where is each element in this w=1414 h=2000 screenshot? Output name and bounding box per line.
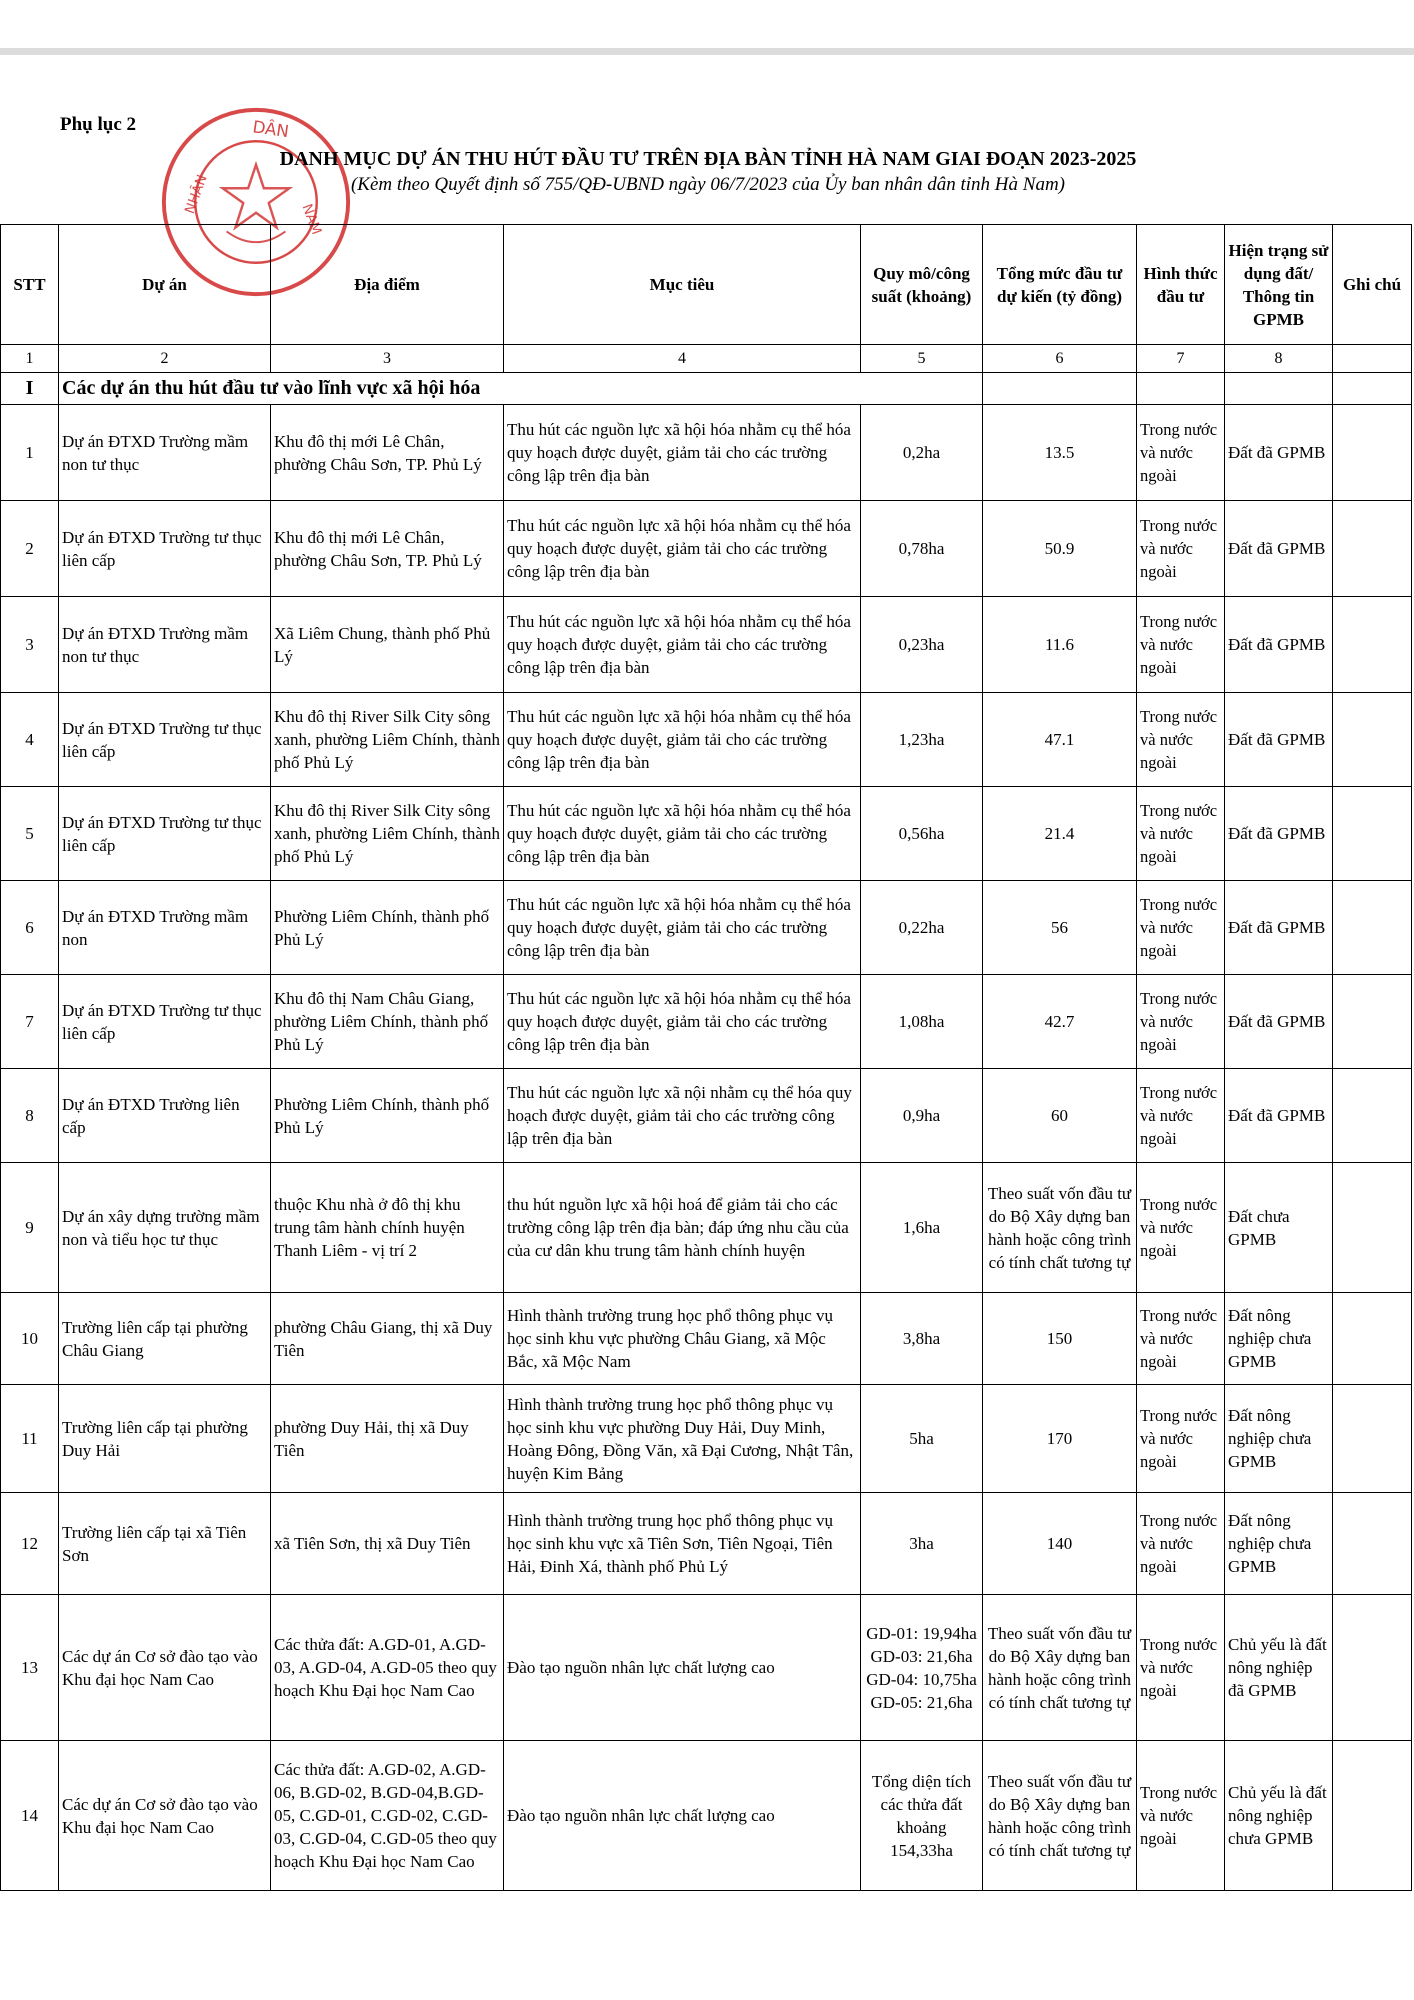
row-stt: 4	[1, 693, 59, 787]
row-muc-tieu: Thu hút các nguồn lực xã hội hóa nhằm cụ thể hóa quy hoạch được duyệt, giảm tải cho các trường công lập trên địa bàn	[504, 597, 861, 693]
column-number: 7	[1137, 345, 1225, 373]
row-du-an: Dự án ĐTXD Trường tư thục liên cấp	[59, 975, 271, 1069]
row-ghi-chu	[1333, 1163, 1412, 1293]
row-muc-tieu: Hình thành trường trung học phổ thông phục vụ học sinh khu vực phường Châu Giang, xã Mộc Bắc, xã Mộc Nam	[504, 1293, 861, 1385]
row-du-an: Dự án xây dựng trường mầm non và tiểu học tư thục	[59, 1163, 271, 1293]
svg-text:NAM: NAM	[298, 201, 325, 237]
empty-cell	[1225, 373, 1333, 405]
row-du-an: Dự án ĐTXD Trường mầm non	[59, 881, 271, 975]
row-tong-muc: 60	[983, 1069, 1137, 1163]
row-tong-muc: 140	[983, 1493, 1137, 1595]
top-divider-bar	[0, 48, 1414, 55]
row-dia-diem: Phường Liêm Chính, thành phố Phủ Lý	[271, 881, 504, 975]
table-row	[1, 1595, 1412, 1741]
table-row	[1, 597, 1412, 693]
row-tong-muc: 56	[983, 881, 1137, 975]
row-ghi-chu	[1333, 405, 1412, 501]
row-hinh-thuc: Trong nước và nước ngoài	[1137, 501, 1225, 597]
table-row	[1, 501, 1412, 597]
row-muc-tieu: Hình thành trường trung học phổ thông phục vụ học sinh khu vực xã Tiên Sơn, Tiên Ngoại, Tiên Hải, Đinh Xá, thành phố Phủ Lý	[504, 1493, 861, 1595]
row-ghi-chu	[1333, 1741, 1412, 1891]
row-quy-mo: 0,22ha	[861, 881, 983, 975]
row-du-an: Trường liên cấp tại phường Châu Giang	[59, 1293, 271, 1385]
column-number	[1333, 345, 1412, 373]
column-number-row	[1, 345, 1412, 373]
table-header-row	[1, 225, 1412, 345]
row-muc-tieu: Đào tạo nguồn nhân lực chất lượng cao	[504, 1741, 861, 1891]
row-dia-diem: xã Tiên Sơn, thị xã Duy Tiên	[271, 1493, 504, 1595]
empty-cell	[983, 373, 1137, 405]
section-stt: I	[1, 373, 59, 405]
header-du-an: Dự án	[59, 225, 271, 345]
row-hien-trang: Đất đã GPMB	[1225, 1069, 1333, 1163]
row-hinh-thuc: Trong nước và nước ngoài	[1137, 1595, 1225, 1741]
row-quy-mo: 3,8ha	[861, 1293, 983, 1385]
row-tong-muc: 170	[983, 1385, 1137, 1493]
column-number: 2	[59, 345, 271, 373]
row-dia-diem: Khu đô thị Nam Châu Giang, phường Liêm Chính, thành phố Phủ Lý	[271, 975, 504, 1069]
row-ghi-chu	[1333, 787, 1412, 881]
row-stt: 10	[1, 1293, 59, 1385]
svg-text:DÂN: DÂN	[251, 117, 291, 142]
row-dia-diem: Các thửa đất: A.GD-01, A.GD-03, A.GD-04, A.GD-05 theo quy hoạch Khu Đại học Nam Cao	[271, 1595, 504, 1741]
row-tong-muc: Theo suất vốn đầu tư do Bộ Xây dựng ban hành hoặc công trình có tính chất tương tự	[983, 1741, 1137, 1891]
row-hinh-thuc: Trong nước và nước ngoài	[1137, 975, 1225, 1069]
table-row	[1, 881, 1412, 975]
row-hien-trang: Đất đã GPMB	[1225, 693, 1333, 787]
row-hien-trang: Đất đã GPMB	[1225, 787, 1333, 881]
column-number: 1	[1, 345, 59, 373]
row-stt: 8	[1, 1069, 59, 1163]
header-hien-trang: Hiện trạng sử dụng đất/ Thông tin GPMB	[1225, 225, 1333, 345]
row-du-an: Dự án ĐTXD Trường tư thục liên cấp	[59, 693, 271, 787]
appendix-label: Phụ lục 2	[60, 114, 137, 135]
row-muc-tieu: Thu hút các nguồn lực xã hội hóa nhằm cụ thể hóa quy hoạch được duyệt, giảm tải cho các trường công lập trên địa bàn	[504, 405, 861, 501]
row-ghi-chu	[1333, 1293, 1412, 1385]
row-du-an: Các dự án Cơ sở đào tạo vào Khu đại học Nam Cao	[59, 1595, 271, 1741]
svg-text:NHÂN: NHÂN	[181, 172, 211, 216]
column-number: 4	[504, 345, 861, 373]
row-stt: 1	[1, 405, 59, 501]
row-quy-mo: 0,9ha	[861, 1069, 983, 1163]
row-quy-mo: 1,6ha	[861, 1163, 983, 1293]
header-hinh-thuc: Hình thức đầu tư	[1137, 225, 1225, 345]
row-du-an: Các dự án Cơ sở đào tạo vào Khu đại học Nam Cao	[59, 1741, 271, 1891]
row-ghi-chu	[1333, 693, 1412, 787]
row-quy-mo: 0,23ha	[861, 597, 983, 693]
row-hinh-thuc: Trong nước và nước ngoài	[1137, 693, 1225, 787]
row-hien-trang: Đất nông nghiệp chưa GPMB	[1225, 1293, 1333, 1385]
row-tong-muc: Theo suất vốn đầu tư do Bộ Xây dựng ban hành hoặc công trình có tính chất tương tự	[983, 1163, 1137, 1293]
row-quy-mo: 1,08ha	[861, 975, 983, 1069]
row-ghi-chu	[1333, 597, 1412, 693]
row-stt: 13	[1, 1595, 59, 1741]
row-du-an: Dự án ĐTXD Trường mầm non tư thục	[59, 597, 271, 693]
table-row	[1, 1741, 1412, 1891]
row-quy-mo: 3ha	[861, 1493, 983, 1595]
table-row	[1, 1069, 1412, 1163]
section-title: Các dự án thu hút đầu tư vào lĩnh vực xã hội hóa	[59, 373, 983, 405]
row-du-an: Dự án ĐTXD Trường tư thục liên cấp	[59, 501, 271, 597]
row-muc-tieu: thu hút nguồn lực xã hội hoá để giảm tải cho các trường công lập trên địa bàn; đáp ứng nhu cầu của của cư dân khu trung tâm hành chính huyện	[504, 1163, 861, 1293]
row-muc-tieu: Hình thành trường trung học phổ thông phục vụ học sinh khu vực phường Duy Hải, Duy Minh, Hoàng Đông, Đồng Văn, xã Đại Cương, Nhật Tân, huyện Kim Bảng	[504, 1385, 861, 1493]
row-muc-tieu: Thu hút các nguồn lực xã hội hóa nhằm cụ thể hóa quy hoạch được duyệt, giảm tải cho các trường công lập trên địa bàn	[504, 501, 861, 597]
table-row	[1, 787, 1412, 881]
row-hien-trang: Đất chưa GPMB	[1225, 1163, 1333, 1293]
row-dia-diem: Khu đô thị mới Lê Chân, phường Châu Sơn, TP. Phủ Lý	[271, 405, 504, 501]
row-hien-trang: Đất đã GPMB	[1225, 405, 1333, 501]
row-tong-muc: 21.4	[983, 787, 1137, 881]
row-hien-trang: Đất đã GPMB	[1225, 501, 1333, 597]
header-dia-diem: Địa điểm	[271, 225, 504, 345]
row-stt: 14	[1, 1741, 59, 1891]
empty-cell	[1137, 373, 1225, 405]
row-hien-trang: Đất nông nghiệp chưa GPMB	[1225, 1493, 1333, 1595]
row-ghi-chu	[1333, 1595, 1412, 1741]
project-table	[0, 224, 1412, 1891]
row-quy-mo: GD-01: 19,94ha GD-03: 21,6ha GD-04: 10,75ha GD-05: 21,6ha	[861, 1595, 983, 1741]
row-hinh-thuc: Trong nước và nước ngoài	[1137, 1069, 1225, 1163]
table-row	[1, 1163, 1412, 1293]
row-muc-tieu: Thu hút các nguồn lực xã hội hóa nhằm cụ thể hóa quy hoạch được duyệt, giảm tải cho các trường công lập trên địa bàn	[504, 975, 861, 1069]
row-quy-mo: 1,23ha	[861, 693, 983, 787]
row-hinh-thuc: Trong nước và nước ngoài	[1137, 597, 1225, 693]
table-row	[1, 693, 1412, 787]
row-hien-trang: Chủ yếu là đất nông nghiệp chưa GPMB	[1225, 1741, 1333, 1891]
row-hinh-thuc: Trong nước và nước ngoài	[1137, 1741, 1225, 1891]
row-tong-muc: Theo suất vốn đầu tư do Bộ Xây dựng ban hành hoặc công trình có tính chất tương tự	[983, 1595, 1137, 1741]
row-ghi-chu	[1333, 1493, 1412, 1595]
row-stt: 5	[1, 787, 59, 881]
row-hien-trang: Đất nông nghiệp chưa GPMB	[1225, 1385, 1333, 1493]
row-hinh-thuc: Trong nước và nước ngoài	[1137, 881, 1225, 975]
column-number: 6	[983, 345, 1137, 373]
row-hinh-thuc: Trong nước và nước ngoài	[1137, 405, 1225, 501]
row-hien-trang: Đất đã GPMB	[1225, 881, 1333, 975]
empty-cell	[1333, 373, 1412, 405]
header-ghi-chu: Ghi chú	[1333, 225, 1412, 345]
row-hien-trang: Đất đã GPMB	[1225, 597, 1333, 693]
document-subtitle: (Kèm theo Quyết định số 755/QĐ-UBND ngày 06/7/2023 của Ủy ban nhân dân tỉnh Hà Nam)	[350, 174, 1065, 195]
table-row	[1, 1293, 1412, 1385]
row-stt: 11	[1, 1385, 59, 1493]
header-muc-tieu: Mục tiêu	[504, 225, 861, 345]
column-number: 3	[271, 345, 504, 373]
row-dia-diem: Khu đô thị mới Lê Chân, phường Châu Sơn, TP. Phủ Lý	[271, 501, 504, 597]
row-du-an: Dự án ĐTXD Trường mầm non tư thục	[59, 405, 271, 501]
row-dia-diem: Phường Liêm Chính, thành phố Phủ Lý	[271, 1069, 504, 1163]
row-du-an: Trường liên cấp tại xã Tiên Sơn	[59, 1493, 271, 1595]
row-tong-muc: 50.9	[983, 501, 1137, 597]
table-row	[1, 1385, 1412, 1493]
row-ghi-chu	[1333, 1385, 1412, 1493]
row-stt: 7	[1, 975, 59, 1069]
row-hinh-thuc: Trong nước và nước ngoài	[1137, 787, 1225, 881]
row-tong-muc: 11.6	[983, 597, 1137, 693]
row-hinh-thuc: Trong nước và nước ngoài	[1137, 1293, 1225, 1385]
row-ghi-chu	[1333, 501, 1412, 597]
document-title: DANH MỤC DỰ ÁN THU HÚT ĐẦU TƯ TRÊN ĐỊA BÀN TỈNH HÀ NAM GIAI ĐOẠN 2023-2025	[279, 148, 1137, 170]
column-number: 5	[861, 345, 983, 373]
row-quy-mo: 0,56ha	[861, 787, 983, 881]
row-du-an: Dự án ĐTXD Trường liên cấp	[59, 1069, 271, 1163]
row-dia-diem: phường Châu Giang, thị xã Duy Tiên	[271, 1293, 504, 1385]
table-row	[1, 975, 1412, 1069]
row-stt: 6	[1, 881, 59, 975]
section-row	[1, 373, 1412, 405]
row-dia-diem: Xã Liêm Chung, thành phố Phủ Lý	[271, 597, 504, 693]
row-dia-diem: phường Duy Hải, thị xã Duy Tiên	[271, 1385, 504, 1493]
header-tong-muc: Tổng mức đầu tư dự kiến (tỷ đồng)	[983, 225, 1137, 345]
row-du-an: Trường liên cấp tại phường Duy Hải	[59, 1385, 271, 1493]
row-tong-muc: 42.7	[983, 975, 1137, 1069]
header-quy-mo: Quy mô/công suất (khoảng)	[861, 225, 983, 345]
row-ghi-chu	[1333, 1069, 1412, 1163]
row-tong-muc: 13.5	[983, 405, 1137, 501]
row-quy-mo: 5ha	[861, 1385, 983, 1493]
column-number: 8	[1225, 345, 1333, 373]
row-dia-diem: Các thửa đất: A.GD-02, A.GD-06, B.GD-02, B.GD-04,B.GD-05, C.GD-01, C.GD-02, C.GD-03, C.GD-04, C.GD-05 theo quy hoạch Khu Đại học Nam Cao	[271, 1741, 504, 1891]
row-dia-diem: Khu đô thị River Silk City sông xanh, phường Liêm Chính, thành phố Phủ Lý	[271, 693, 504, 787]
table-row	[1, 405, 1412, 501]
row-muc-tieu: Thu hút các nguồn lực xã hội hóa nhằm cụ thể hóa quy hoạch được duyệt, giảm tải cho các trường công lập trên địa bàn	[504, 881, 861, 975]
row-ghi-chu	[1333, 881, 1412, 975]
row-dia-diem: thuộc Khu nhà ở đô thị khu trung tâm hành chính huyện Thanh Liêm - vị trí 2	[271, 1163, 504, 1293]
table-row	[1, 1493, 1412, 1595]
row-du-an: Dự án ĐTXD Trường tư thục liên cấp	[59, 787, 271, 881]
row-stt: 9	[1, 1163, 59, 1293]
row-quy-mo: Tổng diện tích các thửa đất khoảng 154,33ha	[861, 1741, 983, 1891]
row-muc-tieu: Thu hút các nguồn lực xã hội hóa nhằm cụ thể hóa quy hoạch được duyệt, giảm tải cho các trường công lập trên địa bàn	[504, 787, 861, 881]
table-body	[1, 373, 1412, 1891]
row-hien-trang: Chủ yếu là đất nông nghiệp đã GPMB	[1225, 1595, 1333, 1741]
row-dia-diem: Khu đô thị River Silk City sông xanh, phường Liêm Chính, thành phố Phủ Lý	[271, 787, 504, 881]
row-quy-mo: 0,78ha	[861, 501, 983, 597]
row-muc-tieu: Đào tạo nguồn nhân lực chất lượng cao	[504, 1595, 861, 1741]
row-hien-trang: Đất đã GPMB	[1225, 975, 1333, 1069]
row-hinh-thuc: Trong nước và nước ngoài	[1137, 1493, 1225, 1595]
row-tong-muc: 150	[983, 1293, 1137, 1385]
row-hinh-thuc: Trong nước và nước ngoài	[1137, 1385, 1225, 1493]
row-stt: 3	[1, 597, 59, 693]
row-quy-mo: 0,2ha	[861, 405, 983, 501]
row-ghi-chu	[1333, 975, 1412, 1069]
row-hinh-thuc: Trong nước và nước ngoài	[1137, 1163, 1225, 1293]
row-muc-tieu: Thu hút các nguồn lực xã nội nhằm cụ thể hóa quy hoạch được duyệt, giảm tải cho các trường công lập trên địa bàn	[504, 1069, 861, 1163]
row-stt: 12	[1, 1493, 59, 1595]
row-muc-tieu: Thu hút các nguồn lực xã hội hóa nhằm cụ thể hóa quy hoạch được duyệt, giảm tải cho các trường công lập trên địa bàn	[504, 693, 861, 787]
header-stt: STT	[1, 225, 59, 345]
row-tong-muc: 47.1	[983, 693, 1137, 787]
row-stt: 2	[1, 501, 59, 597]
